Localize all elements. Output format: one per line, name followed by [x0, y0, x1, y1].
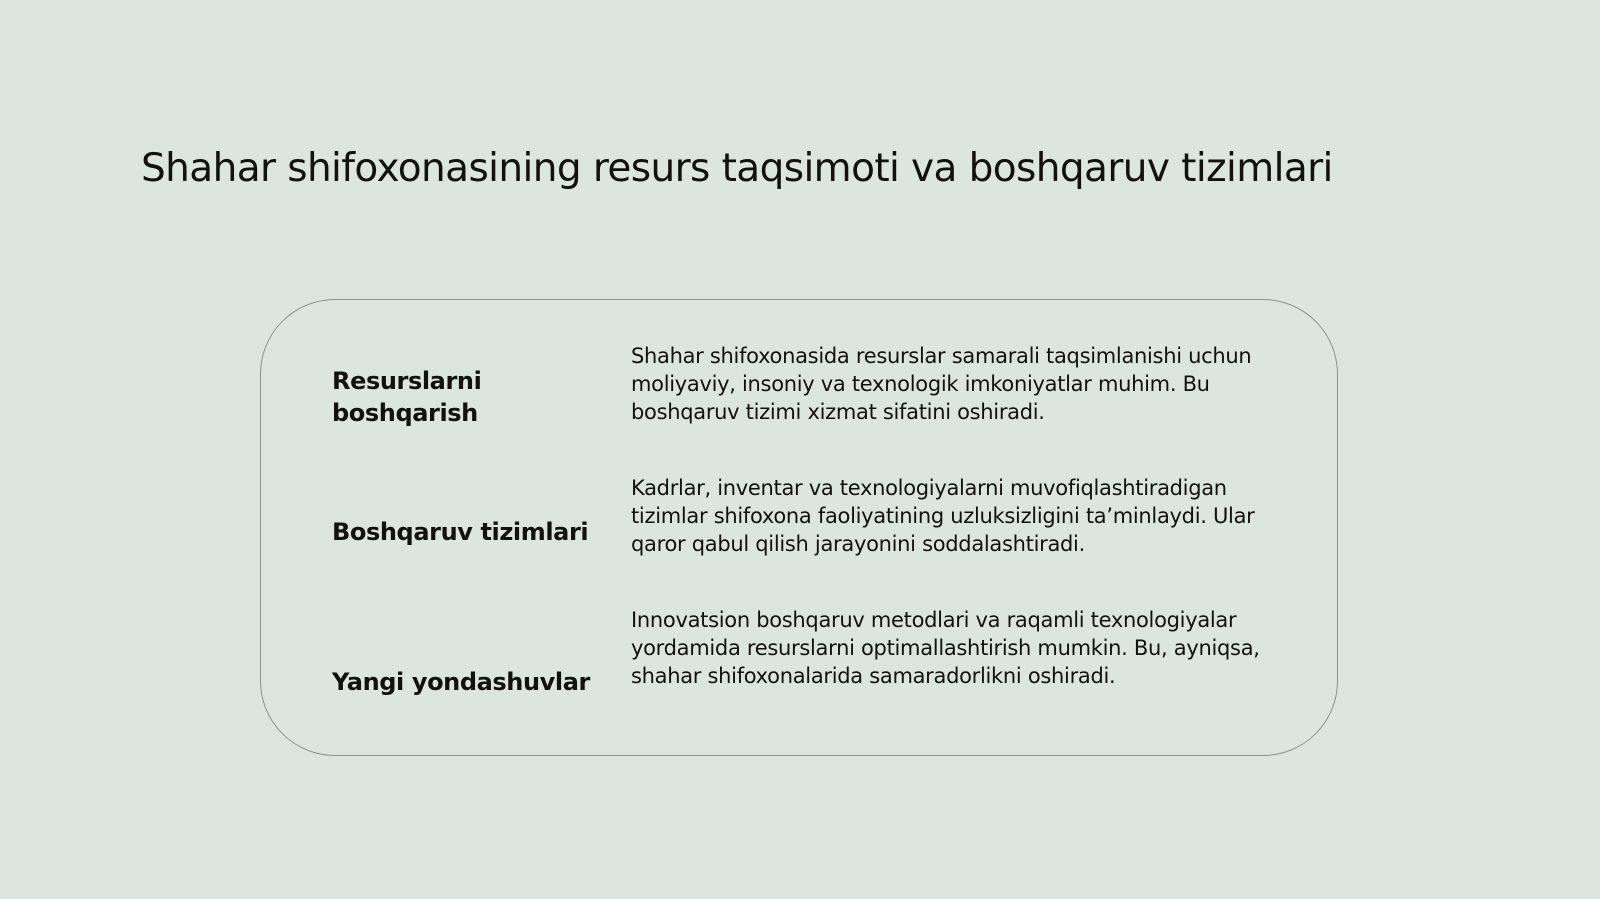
row-text-management-systems: Kadrlar, inventar va texnologiyalarni muvofiqlashtiradigan tizimlar shifoxona faoliyatining uzluksizligini ta’minlaydi. Ular qaror qabul qilish jarayonini soddalashtiradi. [631, 476, 1255, 556]
row-label-management-systems: Boshqaruv tizimlari [332, 518, 589, 546]
row-text-resource-management: Shahar shifoxonasida resurslar samarali taqsimlanishi uchun moliyaviy, insoniy va texnologik imkoniyatlar muhim. Bu boshqaruv tizimi xizmat sifatini oshiradi. [631, 344, 1252, 424]
row-text-new-approaches: Innovatsion boshqaruv metodlari va raqamli texnologiyalar yordamida resurslarni optimallashtirish mumkin. Bu, ayniqsa, shahar shifoxonalarida samaradorlikni oshiradi. [631, 608, 1260, 688]
row-label-new-approaches: Yangi yondashuvlar [332, 668, 590, 696]
slide-title: Shahar shifoxonasining resurs taqsimoti va boshqaruv tizimlari [141, 146, 1333, 191]
row-label-resource-management: Resurslarni boshqarish [332, 367, 482, 427]
